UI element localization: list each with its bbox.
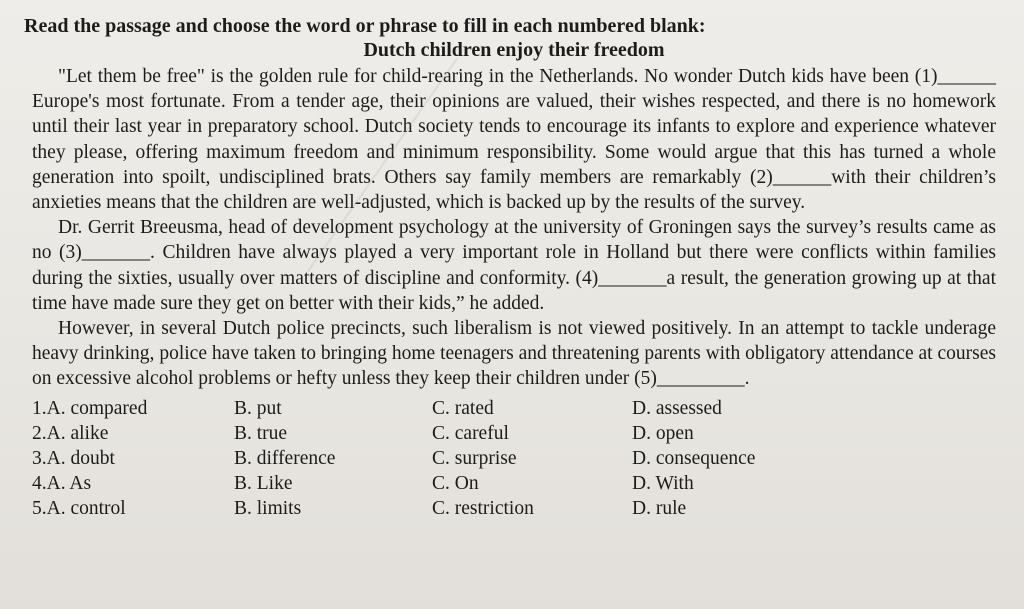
option-4a: 4.A. As xyxy=(32,473,92,495)
question-row-5 xyxy=(32,496,996,521)
option-1d: D. assessed xyxy=(632,397,722,419)
option-4b: B. Like xyxy=(234,473,293,495)
paragraph-1: "Let them be free" is the golden rule for child-rearing in the Netherlands. No wonder Dutch kids have been (1)______ Europe's most fortunate. From a tender age, their opinions are valued, their wishes respected, and there is no homework until their last year in preparatory school. Dutch society tends to encourage its infants to explore and experience whatever they please, offering maximum freedom and minimum responsibility. Some would argue that this has turned a whole generation into spoilt, undisciplined brats. Others say family members are remarkably (2)______with their children’s anxieties means that the children are well-adjusted, which is backed up by the results of the survey. xyxy=(32,66,996,214)
paragraph-2: Dr. Gerrit Breeusma, head of development psychology at the university of Groningen says the survey’s results came as no (3)_______. Children have always played a very important role in Holland but there were conflicts within families during the sixties, usually over matters of discipline and conformity. (4)_______a result, the generation growing up at that time have made sure they get on better with their kids,” he added. xyxy=(32,217,996,314)
option-5b: B. limits xyxy=(234,498,302,520)
option-2b: B. true xyxy=(234,422,288,444)
question-row-3 xyxy=(32,446,996,471)
option-3b: B. difference xyxy=(234,448,336,470)
option-3c: C. surprise xyxy=(432,448,517,470)
option-2c: C. careful xyxy=(432,422,509,444)
instruction-heading: Read the passage and choose the word or phrase to fill in each numbered blank: xyxy=(24,15,706,37)
question-row-2 xyxy=(32,421,996,446)
option-5d: D. rule xyxy=(632,498,687,520)
question-row-4 xyxy=(32,471,996,496)
option-2a: 2.A. alike xyxy=(32,422,109,444)
answer-options xyxy=(32,396,996,522)
option-3d: D. consequence xyxy=(632,448,756,470)
option-4c: C. On xyxy=(432,473,479,495)
paragraph-3: However, in several Dutch police precincts, such liberalism is not viewed positively. In an attempt to tackle underage heavy drinking, police have taken to bringing home teenagers and threatening parents with obligatory attendance at courses on excessive alcohol problems or hefty unless they keep their children under (5)_________. xyxy=(32,318,996,390)
option-5a: 5.A. control xyxy=(32,498,126,520)
option-4d: D. With xyxy=(632,473,694,495)
option-1a: 1.A. compared xyxy=(32,397,148,419)
option-1b: B. put xyxy=(234,397,282,419)
option-5c: C. restriction xyxy=(432,498,534,520)
option-2d: D. open xyxy=(632,422,694,444)
question-row-1 xyxy=(32,396,996,421)
passage-title: Dutch children enjoy their freedom xyxy=(363,39,665,61)
option-1c: C. rated xyxy=(432,397,494,419)
option-3a: 3.A. doubt xyxy=(32,448,115,470)
